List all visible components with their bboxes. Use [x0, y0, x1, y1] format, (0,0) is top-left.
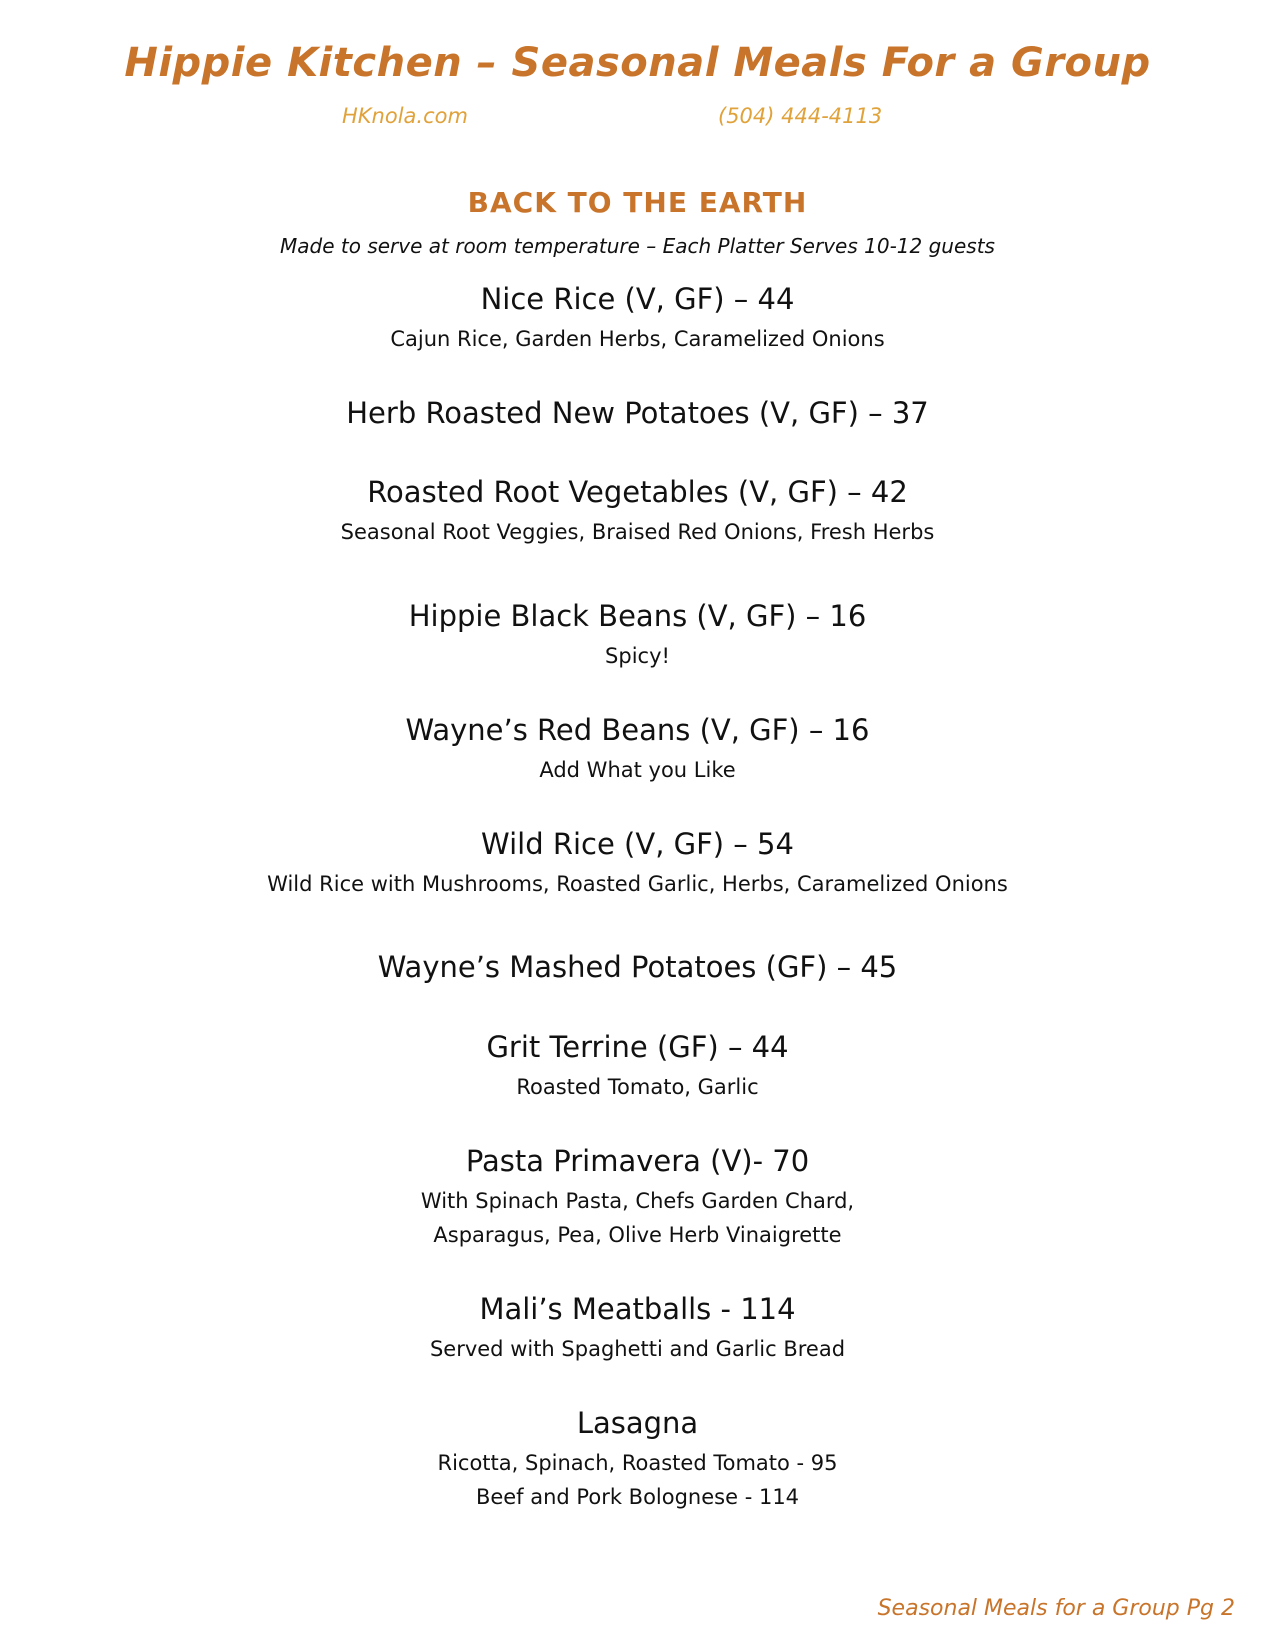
menu-item-desc: Served with Spaghetti and Garlic Bread [429, 1337, 846, 1361]
menu-item-desc: Asparagus, Pea, Olive Herb Vinaigrette [433, 1223, 842, 1247]
website-link[interactable]: HKnola.com [342, 104, 468, 128]
page-footer: Seasonal Meals for a Group Pg 2 [877, 1596, 1235, 1621]
menu-item-desc: Ricotta, Spinach, Roasted Tomato - 95 [437, 1451, 838, 1475]
phone-number: (504) 444-4113 [718, 104, 883, 128]
menu-item-name: Grit Terrine (GF) – 44 [486, 1030, 789, 1064]
menu-item-name: Lasagna [576, 1406, 699, 1440]
menu-item-name: Roasted Root Vegetables (V, GF) – 42 [367, 475, 908, 509]
page-title: Hippie Kitchen – Seasonal Meals For a Group [124, 40, 1151, 86]
menu-item-desc: Add What you Like [539, 758, 736, 782]
menu-item-desc: Seasonal Root Veggies, Braised Red Onions, Fresh Herbs [340, 520, 935, 544]
menu-item-name: Nice Rice (V, GF) – 44 [480, 282, 795, 316]
menu-item-name: Pasta Primavera (V)- 70 [465, 1144, 810, 1178]
menu-item-desc: Beef and Pork Bolognese - 114 [475, 1485, 800, 1509]
menu-item-name: Wayne’s Mashed Potatoes (GF) – 45 [377, 950, 898, 984]
menu-item-desc: Roasted Tomato, Garlic [516, 1075, 759, 1099]
menu-item-desc: With Spinach Pasta, Chefs Garden Chard, [420, 1189, 855, 1213]
menu-item-name: Wayne’s Red Beans (V, GF) – 16 [405, 713, 870, 747]
menu-item-name: Mali’s Meatballs - 114 [479, 1292, 796, 1326]
menu-item-desc: Cajun Rice, Garden Herbs, Caramelized Onions [390, 327, 885, 351]
menu-item-desc: Wild Rice with Mushrooms, Roasted Garlic, Herbs, Caramelized Onions [267, 872, 1008, 896]
menu-item-name: Wild Rice (V, GF) – 54 [481, 827, 794, 861]
section-subtitle: Made to serve at room temperature – Each Platter Serves 10-12 guests [280, 234, 995, 258]
section-title: BACK TO THE EARTH [467, 186, 808, 219]
menu-item-name: Hippie Black Beans (V, GF) – 16 [408, 599, 867, 633]
menu-item-name: Herb Roasted New Potatoes (V, GF) – 37 [346, 396, 929, 430]
menu-item-desc: Spicy! [605, 644, 670, 668]
